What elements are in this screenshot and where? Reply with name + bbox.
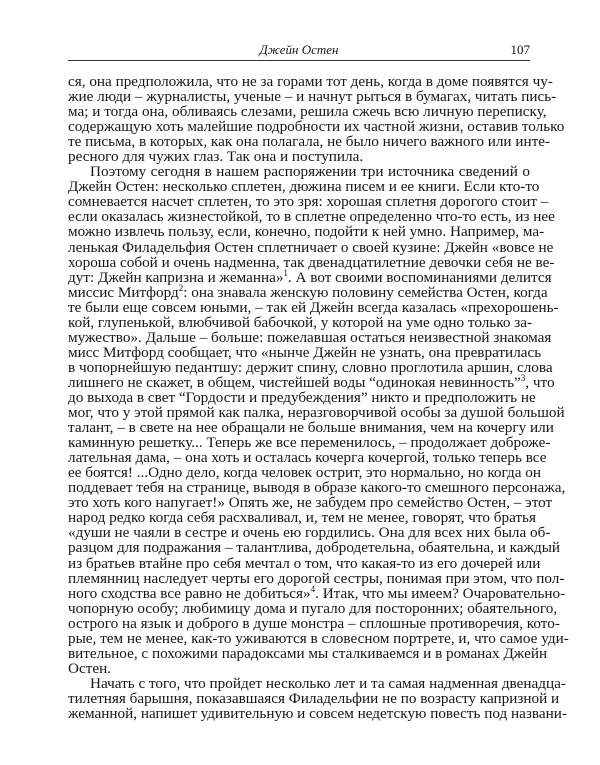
text-line: ленькая Филадельфия Остен сплетничает о своей кузине: Джейн «вовсе не	[68, 238, 554, 256]
text-line: тилетняя барышня, показавшаяся Филадельфии не по возрасту капризной и	[68, 689, 560, 707]
text-line: народ редко когда себя расхваливал, и, тем не менее, говорят, что братья	[68, 509, 536, 527]
text-line: миссис Митфорд$^2$: она знавала женскую половину семейства Остен, когда	[68, 282, 548, 301]
text-line: поддевает тебя на странице, выводя в образе какого-то смешного персонажа,	[68, 479, 566, 497]
text-line: острого на язык и доброго в душе монстра – сплошные противоречия, кото-	[68, 614, 560, 632]
text-line: содержащую хоть малейшие подробности их частной жизни, оставив только	[68, 118, 565, 136]
text-line: Начать с того, что пройдет несколько лет и та самая надменная двенадца-	[90, 674, 566, 692]
text-line: ресного для чужих глаз. Так она и поступила.	[68, 148, 364, 166]
text-line: вительное, с похожими парадоксами мы сталкиваемся и в романах Джейн	[68, 644, 548, 662]
text-line: племянниц наследует черты его дорогой сестры, понимая при этом, что пол-	[68, 569, 565, 587]
text-line: это хоть кого напугает!» Опять же, не забудем про семейство Остен, – этот	[68, 494, 553, 512]
text-line: ся, она предположила, что не за горами тот день, когда в доме появятся чу-	[68, 73, 553, 90]
text-line: в чопорнейшую педантшу: держит спину, словно проглотила аршин, слова	[68, 358, 553, 376]
text-line: разцом для подражания – талантлива, добродетельна, обаятельна, и каждый	[68, 539, 561, 557]
running-title: Джейн Остен	[259, 42, 339, 57]
text-line: лишнего не скажет, в общем, чистейшей воды “одинокая невинность”$^3$, что	[68, 372, 555, 391]
running-header	[68, 38, 530, 61]
text-line: «души не чаяли в сестре и очень ею гордились. Она для всех них была об-	[68, 524, 551, 542]
text-line: талант, – в свете на нее обращали не больше внимания, чем на кочергу или	[68, 419, 554, 437]
text-line: каминную решетку... Теперь же все переменилось, – продолжает доброже-	[68, 434, 551, 452]
text-line: если оказалась жизнестойкой, то в сплетне определенно что-то есть, из нее	[68, 208, 555, 226]
footnote-marker: 1	[283, 267, 288, 278]
text-line: можно извлечь пользу, если, конечно, подойти к ней умно. Например, ма-	[68, 223, 545, 241]
text-line: лательная дама, – она хоть и осталась кочерга кочергой, только теперь все	[68, 449, 547, 467]
text-line: Поэтому сегодня в нашем распоряжении три источника сведений о	[90, 163, 530, 181]
text-line: Остен.	[68, 659, 112, 677]
paragraph	[68, 73, 565, 166]
text-line: дут: Джейн капризна и жеманна»$^1$. А вот своими воспоминаниями делится	[68, 267, 552, 286]
text-line: хороша собой и очень надменна, так двенадцатилетние девочки себя не ве-	[68, 253, 555, 271]
text-line: те письма, в которых, как она полагала, не было ничего важного или инте-	[68, 133, 551, 151]
text-line: те были еще совсем юными, – так ей Джейн всегда казалась «прехорошень-	[68, 298, 559, 316]
page-number: 107	[510, 42, 530, 57]
text-line: рые, тем не менее, как-то уживаются в словесном портрете, и, что самое уди-	[68, 629, 569, 647]
text-line: Джейн Остен: несколько сплетен, дюжина писем и ее книги. Если кто-то	[68, 178, 540, 196]
footnote-marker: 4	[310, 583, 316, 594]
paragraph	[68, 163, 569, 677]
footnote-marker: 3	[520, 372, 526, 383]
text-line: ного сходства все равно не добиться»$^4$. Итак, что мы имеем? Очаровательно-	[68, 583, 566, 602]
text-line: жеманной, напишет удивительную и совсем недетскую повесть под названи-	[68, 704, 567, 722]
text-line: сомневается насчет сплетен, то это зря: хорошая сплетня дорогого стоит –	[68, 193, 549, 211]
text-line: мужество». Дальше – больше: пожелавшая остаться неизвестной знакомая	[68, 328, 552, 346]
text-line: кой, глупенькой, влюбчивой бабочкой, у которой на уме одно только за-	[68, 313, 533, 331]
text-line: жие люди – журналисты, ученые – и начнут рыться в бумагах, читать пись-	[68, 88, 557, 106]
text-line: мисс Митфорд сообщает, что «нынче Джейн не узнать, она превратилась	[68, 343, 542, 361]
text-line: ма; и тогда она, обливаясь слезами, решила сжечь всю личную переписку,	[68, 103, 547, 121]
text-line: ее боятся! ...Одно дело, когда человек острит, это нормально, но когда он	[68, 464, 541, 482]
text-line: мог, что у этой прямой как палка, неразговорчивой особы за душой большой	[68, 404, 565, 422]
text-line: чопорную особу; любимицу дома и пугало для посторонних; обаятельного,	[68, 599, 558, 617]
text-line: из братьев втайне про себя мечтал о том, что какая-то из его дочерей или	[68, 554, 541, 572]
footnote-marker: 2	[178, 282, 184, 293]
text-line: до выхода в свет “Гордости и предубеждения” никто и предположить не	[68, 388, 536, 406]
body-text	[68, 73, 569, 722]
paragraph	[68, 674, 567, 722]
